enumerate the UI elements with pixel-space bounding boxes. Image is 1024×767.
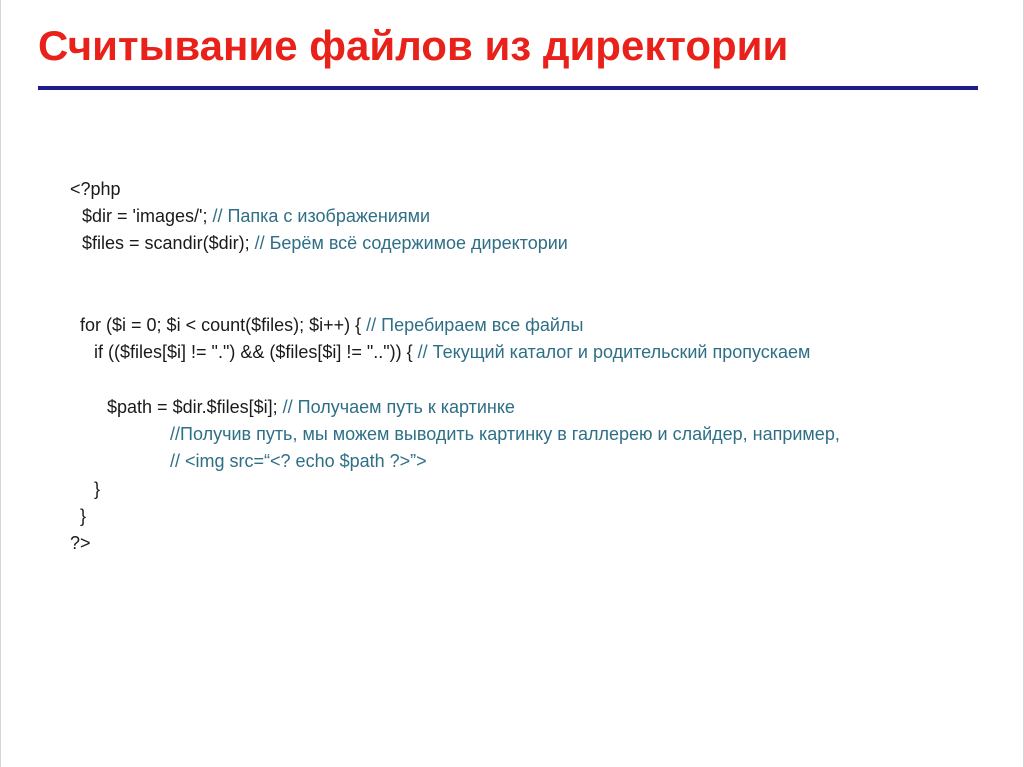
code-line-note (140, 395, 840, 444)
code-line-path (77, 368, 515, 417)
code-text: ?> (70, 533, 91, 553)
code-comment: // Берём всё содержимое директории (254, 233, 568, 253)
code-line-for (50, 286, 584, 335)
code-text: $path = $dir.$files[$i]; (107, 397, 283, 417)
code-comment: // Получаем путь к картинке (282, 397, 515, 417)
code-line-close-if (64, 450, 101, 499)
code-text: if (($files[$i] != ".") && ($files[$i] != "..")) { (94, 342, 418, 362)
title-underline (38, 86, 978, 90)
slide-title: Считывание файлов из директории (38, 22, 789, 69)
code-line-php-open (40, 150, 121, 199)
code-text: $files = scandir($dir); (82, 233, 255, 253)
code-comment: //Получив путь, мы можем выводить картинку в галлерею и слайдер, например, (170, 424, 840, 444)
code-comment: // Перебираем все файлы (366, 315, 584, 335)
code-text: } (94, 479, 101, 499)
code-line-php-close (40, 504, 91, 553)
code-comment: // <img src=“<? echo $path ?>”> (170, 451, 427, 471)
code-text: <?php (70, 179, 121, 199)
code-line-files (52, 204, 568, 253)
code-line-dir (52, 177, 431, 226)
code-comment: // Текущий каталог и родительский пропускаем (417, 342, 811, 362)
code-line-if (64, 313, 811, 362)
code-text: $dir = 'images/'; (82, 206, 213, 226)
code-line-close-for (50, 477, 87, 526)
code-text: } (80, 506, 87, 526)
code-comment: // Папка с изображениями (212, 206, 431, 226)
code-text: for ($i = 0; $i < count($files); $i++) { (80, 315, 367, 335)
code-line-img-example (140, 422, 427, 471)
